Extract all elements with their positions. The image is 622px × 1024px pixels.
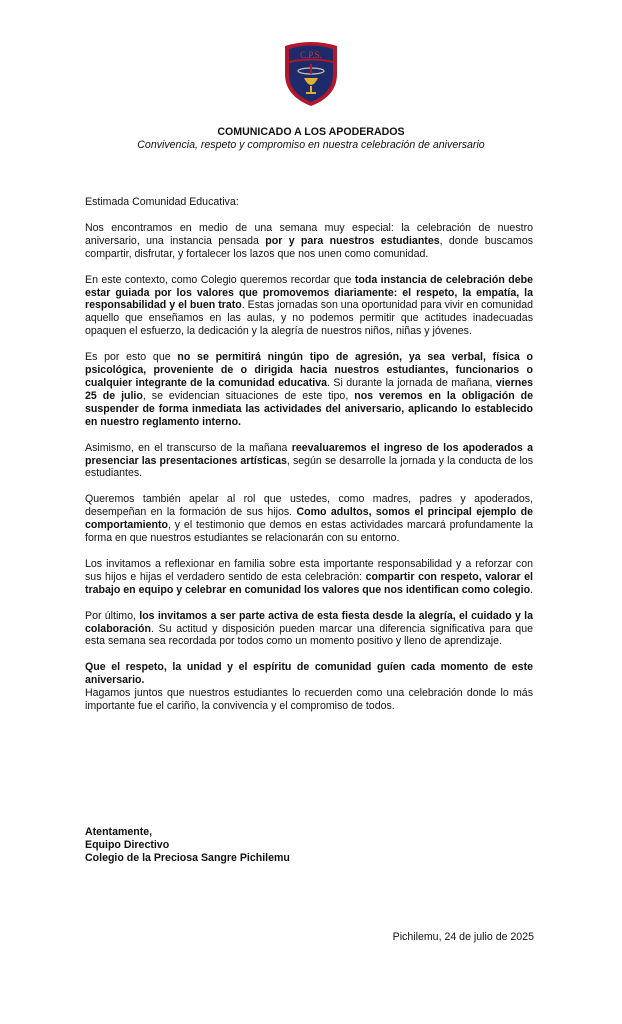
signature-block — [85, 826, 290, 865]
document-date: Pichilemu, 24 de julio de 2025 — [392, 931, 534, 943]
paragraph-7: Por último, los invitamos a ser parte activa de esta fiesta desde la alegría, el cuidado y la colaboración. Su actitud y disposición pueden marcar una diferencia significativa para que esta semana sea recordada por todos como un momento positivo y lleno de aprendizaje. — [85, 609, 533, 648]
paragraph-5: Queremos también apelar al rol que ustedes, como madres, padres y apoderados, desempeñan en la formación de sus hijos. Como adultos, somos el principal ejemplo de comportamiento, y el testimonio que demos en estas actividades marcará profundamente la forma en que nuestros estudiantes se relacionarán con su entorno. — [85, 493, 533, 545]
signature-team: Equipo Directivo — [85, 838, 170, 851]
paragraph-6: Los invitamos a reflexionar en familia sobre esta importante responsabilidad y a reforzar con sus hijos e hijas el verdadero sentido de esta celebración: compartir con respeto, valorar el trabajo en equipo y celebrar en comunidad los valores que nos identifican como colegio. — [85, 557, 533, 596]
signature-school: Colegio de la Preciosa Sangre Pichilemu — [85, 851, 290, 864]
crest-letters: C.P.S. — [300, 50, 322, 60]
paragraph-2: En este contexto, como Colegio queremos recordar que toda instancia de celebración debe estar guiada por los valores que promovemos diariamente: el respeto, la empatía, la responsabilidad y el buen trato. Estas jornadas son una oportunidad para vivir en comunidad aquello que enseñamos en las aulas, y no podemos permitir que actitudes inadecuadas opaquen el esfuerzo, la dedicación y la alegría de nuestros niños, niñas y jóvenes. — [85, 273, 533, 338]
letter-body — [85, 196, 533, 726]
signature-salutation: Atentamente, — [85, 826, 153, 838]
greeting: Estimada Comunidad Educativa: — [85, 196, 239, 208]
paragraph-3: Es por esto que no se permitirá ningún tipo de agresión, ya sea verbal, física o psicológica, proveniente de o dirigida hacia nuestros estudiantes, funcionarios o cualquier integrante de la comunidad educativa. Si durante la jornada de mañana, viernes 25 de julio, se evidencian situaciones de este tipo, nos veremos en la obligación de suspender de forma inmediata las actividades del aniversario, aplicando lo establecido en nuestro reglamento interno. — [85, 351, 534, 428]
closing-statement: Que el respeto, la unidad y el espíritu de comunidad guíen cada momento de este aniversario. — [85, 661, 533, 687]
paragraph-1: Nos encontramos en medio de una semana muy especial: la celebración de nuestro aniversario, una instancia pensada por y para nuestros estudiantes, donde buscamos compartir, disfrutar, y fortalecer los lazos que nos unen como comunidad. — [85, 221, 534, 260]
school-crest-logo — [281, 40, 341, 108]
document-subtitle: Convivencia, respeto y compromiso en nuestra celebración de aniversario — [137, 139, 485, 151]
closing-text: Hagamos juntos que nuestros estudiantes lo recuerden como una celebración donde lo más importante fue el cariño, la convivencia y el compromiso de todos. — [85, 687, 533, 713]
document-title: COMUNICADO A LOS APODERADOS — [217, 126, 405, 138]
paragraph-4: Asimismo, en el transcurso de la mañana reevaluaremos el ingreso de los apoderados a presenciar las presentaciones artísticas, según se desarrolle la jornada y la conducta de los estudiantes. — [85, 441, 533, 480]
